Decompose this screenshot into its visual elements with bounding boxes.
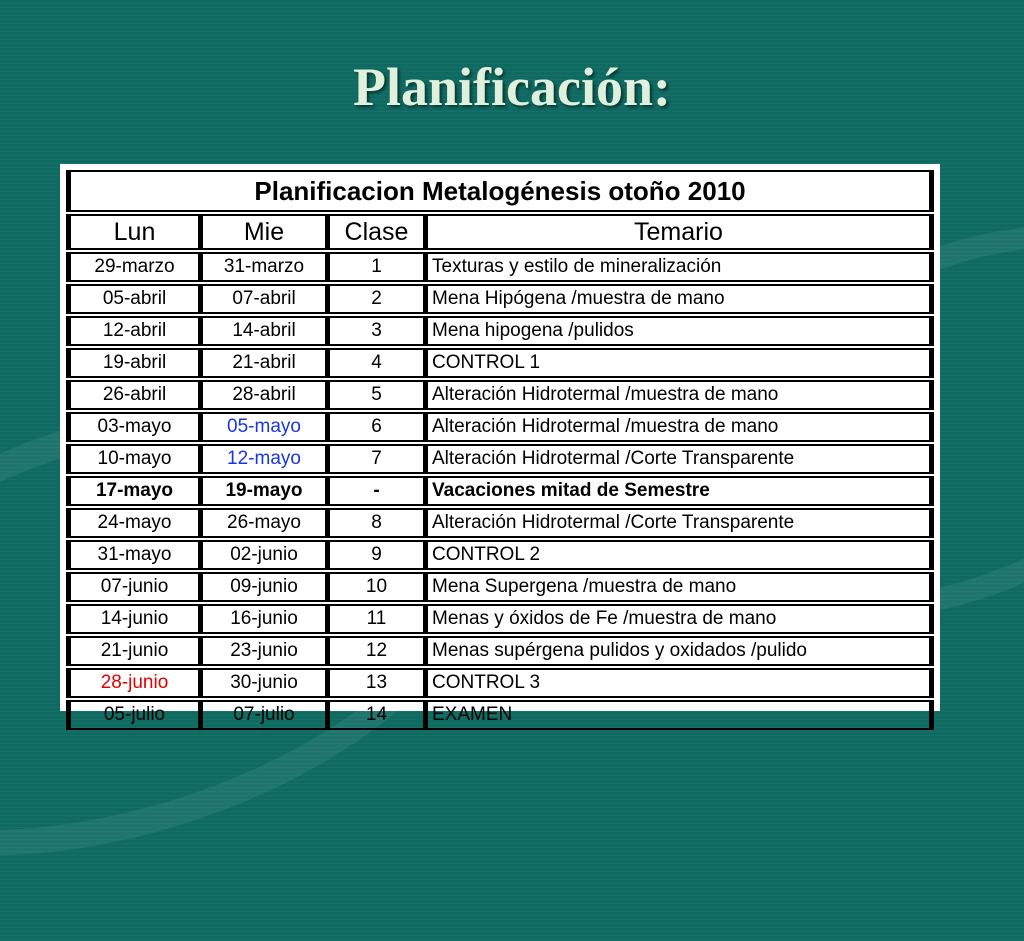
cell-clase: 9 — [330, 540, 428, 570]
cell-clase: 1 — [330, 252, 428, 282]
cell-temario: Mena Supergena /muestra de mano — [428, 572, 934, 602]
table-row — [66, 252, 934, 282]
cell-mie: 21-abril — [203, 348, 330, 378]
cell-clase: 3 — [330, 316, 428, 346]
cell-mie: 28-abril — [203, 380, 330, 410]
cell-lun: 29-marzo — [66, 252, 203, 282]
table-row — [66, 700, 934, 730]
cell-mie-highlight-blue: 12-mayo — [203, 444, 330, 474]
cell-lun: 21-junio — [66, 636, 203, 666]
cell-mie: 31-marzo — [203, 252, 330, 282]
table-row — [66, 412, 934, 442]
cell-mie: 26-mayo — [203, 508, 330, 538]
table-row — [66, 348, 934, 378]
header-mie: Mie — [203, 214, 330, 250]
table-row — [66, 508, 934, 538]
cell-mie: 07-julio — [203, 700, 330, 730]
cell-temario: Mena Hipógena /muestra de mano — [428, 284, 934, 314]
cell-lun: 19-abril — [66, 348, 203, 378]
cell-mie-highlight-blue: 05-mayo — [203, 412, 330, 442]
table-row — [66, 572, 934, 602]
cell-clase: 12 — [330, 636, 428, 666]
cell-mie: 23-junio — [203, 636, 330, 666]
table-row — [66, 604, 934, 634]
table-title-row — [66, 170, 934, 212]
table-row — [66, 444, 934, 474]
cell-lun: 07-junio — [66, 572, 203, 602]
table-row — [66, 668, 934, 698]
cell-clase: 8 — [330, 508, 428, 538]
table-row — [66, 380, 934, 410]
cell-temario: Menas y óxidos de Fe /muestra de mano — [428, 604, 934, 634]
table-row-vacaciones — [66, 476, 934, 506]
cell-lun: 14-junio — [66, 604, 203, 634]
cell-clase: 7 — [330, 444, 428, 474]
cell-mie: 07-abril — [203, 284, 330, 314]
cell-temario: CONTROL 1 — [428, 348, 934, 378]
cell-lun: 10-mayo — [66, 444, 203, 474]
cell-temario: Alteración Hidrotermal /Corte Transparente — [428, 508, 934, 538]
cell-clase: 11 — [330, 604, 428, 634]
cell-mie: 09-junio — [203, 572, 330, 602]
cell-clase: - — [330, 476, 428, 506]
cell-lun: 17-mayo — [66, 476, 203, 506]
cell-clase: 13 — [330, 668, 428, 698]
cell-temario: Alteración Hidrotermal /muestra de mano — [428, 412, 934, 442]
cell-lun: 05-abril — [66, 284, 203, 314]
cell-temario: Mena hipogena /pulidos — [428, 316, 934, 346]
cell-temario: Alteración Hidrotermal /Corte Transparente — [428, 444, 934, 474]
cell-mie: 14-abril — [203, 316, 330, 346]
cell-mie: 30-junio — [203, 668, 330, 698]
cell-lun: 24-mayo — [66, 508, 203, 538]
cell-lun: 12-abril — [66, 316, 203, 346]
table-row — [66, 284, 934, 314]
planning-table — [66, 168, 934, 732]
cell-mie: 16-junio — [203, 604, 330, 634]
cell-temario: Vacaciones mitad de Semestre — [428, 476, 934, 506]
cell-mie: 02-junio — [203, 540, 330, 570]
table-row — [66, 316, 934, 346]
table-row — [66, 636, 934, 666]
cell-temario: EXAMEN — [428, 700, 934, 730]
cell-temario: CONTROL 2 — [428, 540, 934, 570]
table-title: Planificacion Metalogénesis otoño 2010 — [66, 170, 934, 212]
cell-temario: Alteración Hidrotermal /muestra de mano — [428, 380, 934, 410]
cell-temario: Texturas y estilo de mineralización — [428, 252, 934, 282]
table-row — [66, 540, 934, 570]
cell-clase: 5 — [330, 380, 428, 410]
planning-table-container — [60, 164, 940, 725]
header-lun: Lun — [66, 214, 203, 250]
cell-clase: 2 — [330, 284, 428, 314]
cell-temario: Menas supérgena pulidos y oxidados /pulido — [428, 636, 934, 666]
slide-title: Planificación: — [353, 57, 671, 117]
cell-clase: 6 — [330, 412, 428, 442]
cell-lun-highlight-red: 28-junio — [66, 668, 203, 698]
header-temario: Temario — [428, 214, 934, 250]
header-clase: Clase — [330, 214, 428, 250]
cell-temario: CONTROL 3 — [428, 668, 934, 698]
cell-clase: 10 — [330, 572, 428, 602]
cell-lun: 03-mayo — [66, 412, 203, 442]
cell-clase: 4 — [330, 348, 428, 378]
cell-lun: 05-julio — [66, 700, 203, 730]
table-header-row — [66, 214, 934, 250]
cell-lun: 26-abril — [66, 380, 203, 410]
cell-clase: 14 — [330, 700, 428, 730]
cell-mie: 19-mayo — [203, 476, 330, 506]
cell-lun: 31-mayo — [66, 540, 203, 570]
